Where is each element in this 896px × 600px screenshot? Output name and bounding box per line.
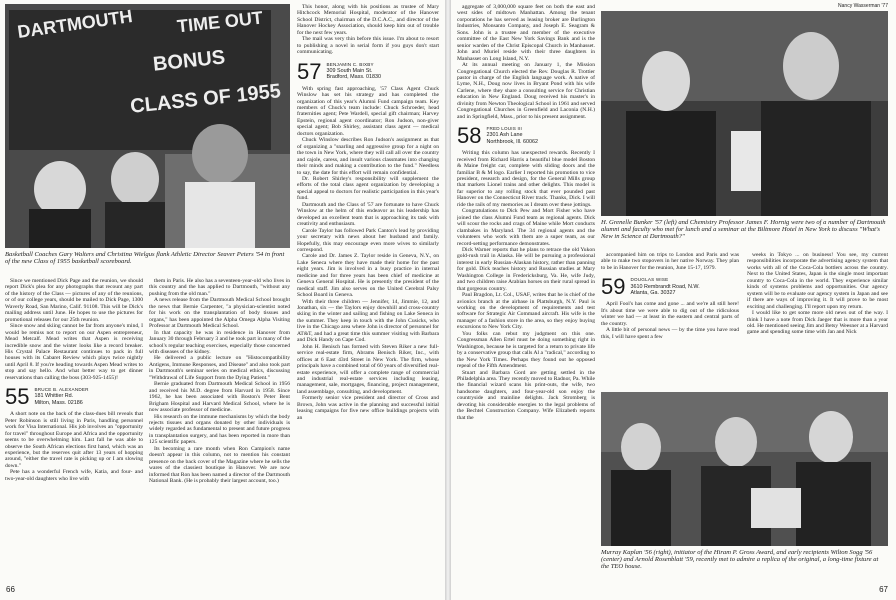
paragraph: With spring fast approaching, '57 Class Agent Chuck Winslow has set his strategy and has completed the organization of this year's Alumni Fund campaign team. Key members of Chuck's team include: Chuck Schroeder, head fraternities agent; Pete Wardell, special gift chairman; Harvey Epstein, regional agent coordinator; Ron Judson, non-giver special agent; Bob Shirley, assistant class agent — medical doctors organization. [297, 85, 439, 137]
basketball-scoreboard-photo [5, 4, 290, 248]
alumni-lunch-caption: H. Grenelle Bunker '57 (left) and Chemistry Professor James F. Hornig were two of a number of Dartmouth alumni and faculty who met for lunch and a seminar at the Biltmore Hotel in New York to discuss "What's New in Science at Dartmouth?" [601, 219, 886, 241]
paragraph: Chuck Winslow describes Ron Judson's assignment as that of organizing a "snarling and aggressive group for a night on the town in New York, where they will call all over the country and cajole, caress, and insult various classmates into changing their minds and making a contribution to the fund." Needless to say, the date for this effort will remain confidential. [297, 137, 439, 176]
secretary-street: 181 Whittier Rd. [34, 393, 74, 400]
class-59-header [601, 274, 739, 300]
class-number: 58 [457, 123, 482, 149]
paragraph: A news release from the Dartmouth Medical School brought the news that Bernie Carpenter, "a physician-scientist noted for his work on the transplantation of body tissues and organs," has been appointed the Alpha Omega Alpha Visiting Professor at Dartmouth Medical School. [149, 297, 290, 330]
right-column-3 [747, 252, 888, 388]
paragraph: them in Paris. He also has a seventeen-year-old who lives in this country and the has applied to Dartmouth, "without any pushing from the old man." [149, 278, 290, 297]
class-secretary-address [630, 277, 699, 296]
class-secretary-address [486, 126, 538, 145]
paragraph: April Fool's has come and gone ... and we're all still here! It's about time we were able to dig out of the ridiculous winter we had — at least in the eastern and central parts of the country. [601, 301, 739, 327]
paragraph: His research on the immune mechanisms by which the body rejects tissues and organs donated by other individuals is widely regarded as fundamental to present and future progress in transplantation surgery, and has been reported in more than 125 scientific papers. [149, 413, 290, 446]
paragraph: Carole Taylor has followed Park Canton's lead by providing your secretary with news about her husband and family. Hopefully, this may encourage even more wives to similarly correspond. [297, 227, 439, 253]
paragraph: A short note on the back of the class-dues bill reveals that Peter Robinson is still living in Paris, handling personnel work for Visa International. His job involves an "opportunity for travel" throughout Europe and Africa and the opportunity seems to be overwhelming him. Last fall he was able to observe the South African elections first hand, which was an experience, but the reserves quit after 13 years of hopping around, "either the travel rate is picking up or I am slowing down." [5, 411, 143, 469]
paragraph: accompanied him on trips to London and Paris and was able to make two stopovers in her native Norway. They plan to be in Hanover for the reunion, June 15-17, 1979. [601, 252, 739, 271]
paragraph: Formerly senior vice president and director of Cross and Brown, John was active in the planning and successful initial leasing campaigns for five new office buildings projects with an [297, 395, 439, 421]
paragraph: Writing this column has unexpected rewards. Recently I received from Richard Harris a beautiful blue model Boston & Maine freight car, complete with sliding doors and the familiar B & M logo. Earlier I reported his promotion to vice president, research and design, for the General Mills group that markets Lionel trains and other delights. This model is far superior to any rolling stock that ever pounded past Hanover on the Connecticut River track. Thanks, Dick. I will ride the rails of my memories as I dream over these jottings. [457, 150, 595, 208]
left-column-3 [297, 4, 439, 586]
left-column-2 [149, 278, 290, 586]
paragraph: Since snow and skiing cannot be far from anyone's mind, I would be remiss not to report on our Aspen entrepreneur, Mead Metcalf. Mead writes that Aspen is receiving incredible snow and the winter looks like a record breaker. His Crystal Palace Restaurant continues to pack in full houses with its Cabaret Review which plays twice nightly until April 8. If you're heading towards Aspen Mead writes to stop and say hello. And what better way to get dinner reservations than calling the boss (303-925-1455)! [5, 323, 143, 381]
paragraph: Congratulations to Dick Pew and Mort Fisher who have joined the class Alumni Fund team as regional agents. Dick will scour the rocks and crags of Maine while Mort conducts clambakes in Maryland. The 34 regional agents and the volunteers who work with them are a super team, as our record-setting performance demonstrates. [457, 208, 595, 247]
paragraph: Paul Bragdon, Lt. Col., USAF, writes that he is chief of the avionics branch at the airbase in Plattsburgh, N.Y. Paul is working on the development of requirements and test software for Strategic Air Command aircraft. His wife is the manager of a fashion store in the area, so they enjoy buying excursions to New York City. [457, 292, 595, 331]
paragraph: I would like to get some more old news out of the way. I think I have a note from Dick Jaeger that is more than a year old. He mentioned seeing Jim and Betsy Weesner at a Harvard game and spending some time with Jan and Nick [747, 310, 888, 336]
photo-credit: Nancy Wasserman '77 [838, 3, 888, 9]
class-secretary-address [326, 62, 381, 81]
alumni-lunch-photo [601, 11, 888, 216]
paragraph: Dr. Robert Shirley's responsibility will supplement the efforts of the total class agent organization by developing a special appeal to doctors for realistic participation in this year's fund. [297, 175, 439, 202]
secretary-street: 3610 Rembrandt Road, N.W. [630, 283, 700, 290]
paragraph: weeks in Tokyo ... on business! You see, my current responsibilities incorporate the advertising agency system that works with all of the Coca-Cola bottlers across the country. Next to the United States, Japan is the single most important country to Coca-Cola in the world. They experience similar kinds of systems problems and opportunities. Our agency system will be to evaluate our agency system in Japan and see if there are ways of improving it. It will prove to be most exciting and challenging. I'll report upon my return. [747, 252, 888, 310]
paragraph: He delivered a public lecture on "Histocompatibility Antigens, Immune Responses, and Disease" and also took part in Dartmouth's seminar series on medical ethics, discussing "Withdrawal of Life Support from the Dying Patient." [149, 355, 290, 381]
class-number: 59 [601, 274, 626, 300]
paragraph: Dick Warner reports that he plans to retrace the old Yukon gold-rush trail in Alaska. He will be pursuing a professional interest in early Russian-Alaskan history, rather than panning for gold. Dick teaches history and Russian studies at Mary Washington College in Fredericksburg, Va. He, wife Judy, and two children raise Arabian horses on their rural spread in that gorgeous country. [457, 246, 595, 292]
paragraph: aggregate of 3,000,000 square feet on both the east and west sides of midtown Manhattan. Among the tenant corporations he has served as leasing broker are Burlington Industries, Monsanto Company, and Joseph E. Seagram & Sons. John is a trustee and member of the executive committee of the East New York Savings Bank and is the senior warden of the Christ Episcopal Church in Manhasset. John and Muriel reside with their three daughters in Manhasset on Long Island, N.Y. [457, 4, 595, 62]
scoreboard-text-bonus: BONUS [151, 46, 227, 76]
class-number: 55 [5, 384, 30, 410]
paragraph: A little bit of personal news — by the time you have read this, I will have spent a few [601, 327, 739, 340]
award-replica-caption: Murray Kaplan '56 (right), initiator of the Hiram P. Gross Award, and early recipients Wilton Sogg '56 (center) and Arnold Rosenblatt '59, recently met to admire a replica of the original, a long-time fixture at the TEO house. [601, 549, 879, 571]
paragraph: Since we mentioned Dick Page and the reunion, we should report Dick's plea for any photographs that recount any part of the history of the Class — pictures of any of the reunions, or of our college years, should be mailed to Dick Page, 1300 Waverly Road, San Marino, Calif. 91108. This will be Dick's mailing address until June. He hopes to use the pictures for promotional releases for our 25th reunion. [5, 278, 143, 323]
paragraph: At its annual meeting on January 1, the Mission Congregational Church elected the Rev. Douglas R. Trottier pastor in charge of the English language work. A native of Lyme, N.H., Doug now lives in Bryant Pond with his wife Carlene, where they share a consulting service for Christian education in New England. Doug received his master's in divinity from Newton Theological School in 1961 and served Congregational Churches in Greenfield and Laconia (N.H.) and in Springfield, Mass., prior to his present assignment. [457, 62, 595, 120]
secretary-street: 309 South Main St. [326, 67, 373, 74]
page-67 [451, 0, 896, 600]
paragraph: Stuart and Barbara Gord are getting settled in the Philadelphia area. They recently moved to Radnor, Pa. While the financial wizard scans his print-outs, the wife, two handsome daughters, and four-year-old son enjoy the countryside and mainline delights. Jack Stromberg is devoting his considerable energies to the legal problems of the Bechtel Construction Company. Wife Elizabeth reports that the [457, 369, 595, 421]
left-column-1 [5, 278, 143, 586]
award-replica-photo [601, 392, 888, 546]
right-column-1 [457, 4, 595, 586]
paragraph: Its becoming a rare month when Ron Campion's name doesn't appear in this column, not to mention his constant presence on the back cover of the Magazine where he sells the wares of the classiest boutique in Hanover. We are now informed that Ron has been named a director of the Dartmouth National Bank. (He is probably their largest account, too.) [149, 445, 290, 485]
class-secretary-address [34, 387, 88, 406]
secretary-city: Northbrook, Ill. 60062 [486, 138, 539, 145]
scoreboard-photo-caption: Basketball Coaches Gary Walters and Christina Wielgus flank Athletic Director Seaver Peters '54 in front of the new Class of 1955 basketball scoreboard. [5, 251, 285, 266]
paragraph: This honor, along with his positions as trustee of Mary Hitchcock Memorial Hospital, moderator of the Hanover School District, chairman of the D.C.A.C., and director of the Hanover Hockey Association, should keep him out of trouble for the next few years. [297, 4, 439, 36]
class-58-header [457, 123, 595, 149]
scoreboard-text-dartmouth: DARTMOUTH [16, 6, 134, 42]
right-column-2 [601, 252, 739, 388]
page-66 [0, 0, 445, 600]
scoreboard-text-timeout: TIME OUT [176, 7, 264, 37]
paragraph: Pete has a wonderful French wife, Katia, and four- and two-year-old daughters who live with [5, 469, 143, 482]
page-number: 66 [6, 585, 15, 594]
secretary-name: DOUGLAS WISE [630, 277, 669, 283]
paragraph: John H. Benisch has formed with Steven Riker a new full-service real-estate firm, Abrams Benisch Riker, Inc., with offices at 6 East 43rd Street in New York. The firm, whose principals have a combined total of 60 years of diversified real-estate experience, will offer a complete range of commercial and industrial real-estate services including leasing, management, sale, mortgages, financing, project management, land assemblage, consulting, and development. [297, 343, 439, 395]
paragraph: In that capacity he was in residence in Hanover from January 30 through February 3 and he took part in many of the school's regular teaching exercises, especially those concerned with diseases of the kidney. [149, 329, 290, 355]
secretary-name: FRED LOUIS III [486, 126, 522, 132]
paragraph: With their three children — Jennifer, 14, Jimmie, 12, and Jonathan, six — the Taylors enjoy downhill and cross-country skiing in the winter and sailing and fishing on Lake Seneca in the summer. They keep in touch with the John Cusicks, who live in the Chicago area where John is director of personnel for AT&T, and had a great time this summer visiting with Barbara and Dick Handy on Cape Cod. [297, 298, 439, 344]
secretary-city: Bradford, Mass. 01830 [326, 74, 382, 81]
secretary-street: 2301 Ash Lane [486, 132, 523, 139]
paragraph: The mail was very thin before this issue. I'm about to resort to publishing a novel in serial form if you guys don't start communicating. [297, 36, 439, 56]
class-57-header [297, 58, 439, 84]
scoreboard-text-class: CLASS OF 1955 [129, 80, 282, 118]
class-55-header [5, 384, 143, 410]
secretary-name: BRUCE B. ALEXANDER [34, 387, 89, 393]
paragraph: Bernie graduated from Dartmouth Medical School in 1956 and received his M.D. degree from Harvard in 1958. Since 1962, he has been associated with Boston's Peter Bent Brigham Hospital and Harvard Medical School, where he is now associate professor of medicine. [149, 381, 290, 414]
secretary-city: Atlanta, Ga. 30327 [630, 289, 676, 296]
paragraph: Carole and Dr. James Z. Taylor reside in Geneva, N.Y., on Lake Seneca where they have made their home for the past eight years. Jim is involved in a busy practice in internal medicine and for three years has been chief of medicine at Geneva General Hospital. He is presently the president of the medical staff. Jim also serves on the United Cerebral Palsy School Board in Geneva. [297, 253, 439, 299]
secretary-city: Milton, Mass. 02186 [34, 399, 83, 406]
paragraph: Dartmouth and the Class of '57 are fortunate to have Chuck Winslow at the helm of this endeavor as his leadership has developed an excellent team that is approaching its task with creativity and enthusiasm. [297, 201, 439, 228]
class-number: 57 [297, 58, 322, 84]
paragraph: You folks can rebut my judgment on this one. Congressman Allen Ertel must be doing something right in Washington, because he is targeted for a return to private life by a conservative group that calls Al a "radical," according to the New York Times. Perhaps they found out he opposed repeal of the Fifth Amendment. [457, 330, 595, 370]
page-number: 67 [879, 585, 888, 594]
secretary-name: BENJAMIN C. BIXBY [326, 61, 374, 67]
